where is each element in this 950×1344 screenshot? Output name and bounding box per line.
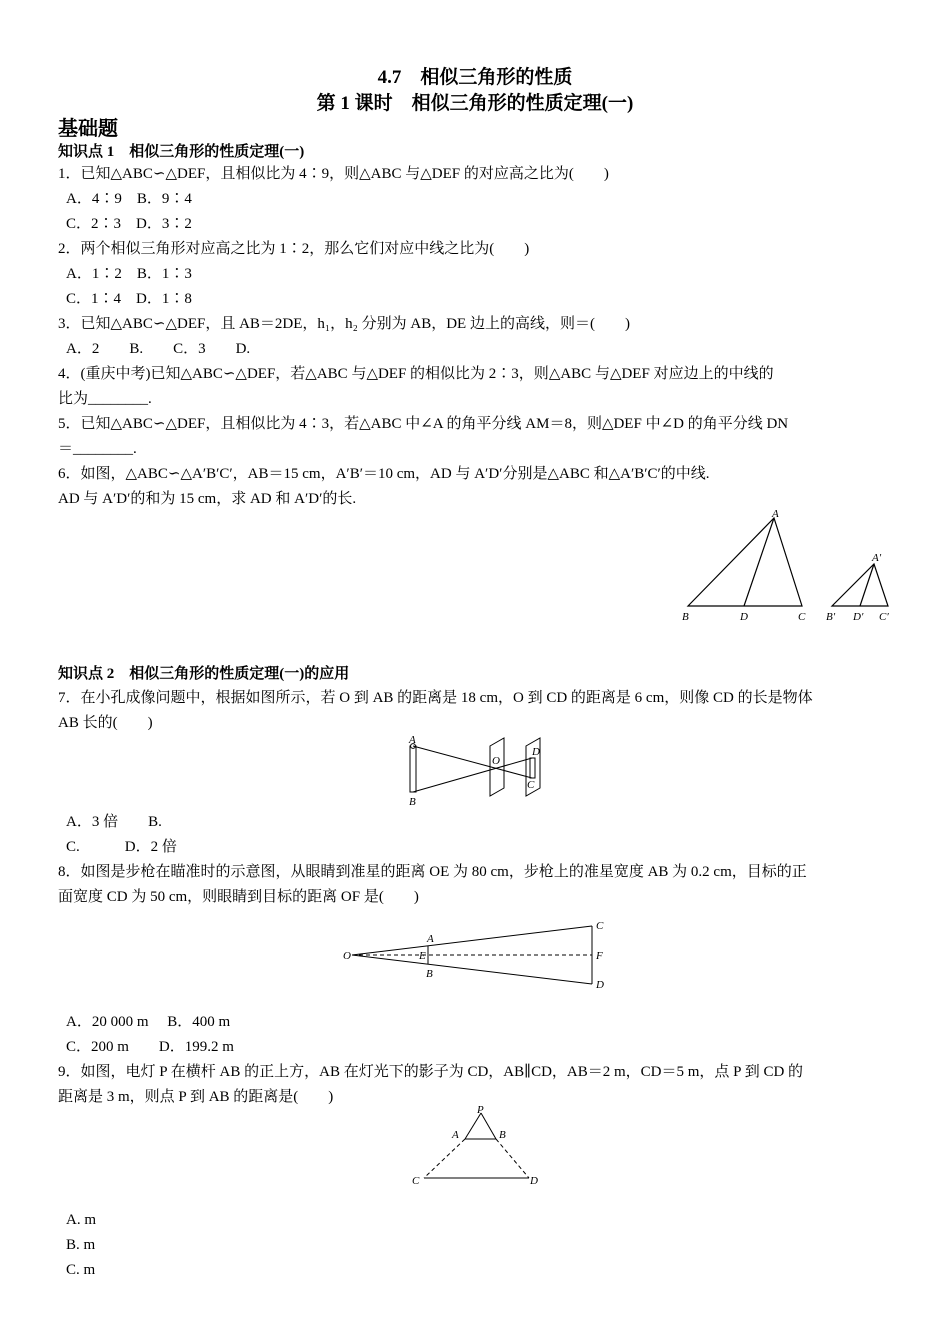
label-B-prime: B′	[826, 611, 836, 623]
question-5-line-1: 5．已知△ABC∽△DEF，且相似比为 4∶3，若△ABC 中∠A 的角平分线 AM＝8，则△DEF 中∠D 的角平分线 DN	[58, 416, 789, 432]
question-5-line-2: ＝________.	[58, 441, 137, 457]
label-A: A	[427, 933, 434, 945]
question-9-option-a: A. m	[66, 1212, 96, 1228]
label-O: O	[492, 755, 500, 767]
label-D: D	[532, 746, 540, 758]
lesson-title: 4.7 相似三角形的性质	[377, 67, 573, 88]
question-7-line-1: 7．在小孔成像问题中，根据如图所示，若 O 到 AB 的距离是 18 cm，O 到 CD 的距离是 6 cm，则像 CD 的长是物体	[58, 690, 813, 706]
label-B: B	[426, 968, 433, 980]
question-6-line-2: AD 与 A′D′的和为 15 cm，求 AD 和 A′D′的长.	[58, 491, 357, 507]
label-A: A	[772, 508, 779, 520]
label-D-prime: D′	[853, 611, 864, 623]
question-8-line-2: 面宽度 CD 为 50 cm，则眼睛到目标的距离 OF 是( )	[58, 889, 419, 905]
question-9-line-1: 9．如图，电灯 P 在横杆 AB 的正上方，AB 在灯光下的影子为 CD，AB∥CD，AB＝2 m，CD＝5 m，点 P 到 CD 的	[58, 1064, 804, 1080]
question-8-line-1: 8．如图是步枪在瞄准时的示意图，从眼睛到准星的距离 OE 为 80 cm，步枪上的准星宽度 AB 为 0.2 cm，目标的正	[58, 864, 807, 880]
label-C: C	[412, 1175, 420, 1187]
figure-q8-rifle-sight	[340, 916, 620, 996]
question-7-line-2: AB 长的( )	[58, 715, 153, 731]
section-heading: 基础题	[58, 118, 118, 140]
label-B: B	[499, 1129, 506, 1141]
question-6-line-1: 6．如图，△ABC∽△A′B′C′，AB＝15 cm，A′B′＝10 cm，AD 与 A′D′分别是△ABC 和△A′B′C′的中线.	[58, 466, 710, 482]
question-9-line-2: 距离是 3 m，则点 P 到 AB 的距离是( )	[58, 1089, 334, 1105]
question-3-options: A．2 B. C．3 D.	[66, 341, 251, 357]
label-B: B	[409, 796, 416, 808]
question-2: 2．两个相似三角形对应高之比为 1∶2，那么它们对应中线之比为( )	[58, 241, 530, 257]
lesson-subtitle: 第 1 课时 相似三角形的性质定理(一)	[316, 93, 634, 114]
figure-q9-lamp-shadow	[408, 1102, 544, 1192]
label-C: C	[798, 611, 806, 623]
question-4-line-2: 比为________.	[58, 391, 152, 407]
label-E: E	[419, 950, 426, 962]
label-O: O	[343, 950, 351, 962]
question-2-options-cd: C．1∶4 D．1∶8	[66, 291, 192, 307]
label-A: A	[409, 734, 416, 746]
question-1: 1．已知△ABC∽△DEF，且相似比为 4∶9，则△ABC 与△DEF 的对应高之比为( )	[58, 166, 609, 182]
question-8-options-ab: A．20 000 m B．400 m	[66, 1014, 231, 1030]
label-C: C	[596, 920, 604, 932]
question-7-options-cd: C. D．2 倍	[66, 839, 177, 855]
question-8-options-cd: C．200 m D．199.2 m	[66, 1039, 234, 1055]
question-9-option-b: B. m	[66, 1237, 96, 1253]
label-P: P	[477, 1104, 484, 1116]
label-A: A	[452, 1129, 459, 1141]
label-C: C	[527, 779, 535, 791]
question-1-options-cd: C．2∶3 D．3∶2	[66, 216, 192, 232]
label-D: D	[530, 1175, 538, 1187]
question-4-line-1: 4．(重庆中考)已知△ABC∽△DEF，若△ABC 与△DEF 的相似比为 2∶3，则△ABC 与△DEF 对应边上的中线的	[58, 366, 774, 382]
question-7-options-ab: A．3 倍 B.	[66, 814, 162, 830]
question-1-options-ab: A．4∶9 B．9∶4	[66, 191, 192, 207]
knowledge-point-2: 知识点 2 相似三角形的性质定理(一)的应用	[58, 666, 350, 682]
question-9-option-c: C. m	[66, 1262, 96, 1278]
knowledge-point-1: 知识点 1 相似三角形的性质定理(一)	[58, 144, 305, 160]
label-F: F	[596, 950, 603, 962]
figure-q7-pinhole	[404, 732, 550, 808]
question-2-options-ab: A．1∶2 B．1∶3	[66, 266, 192, 282]
label-B: B	[682, 611, 689, 623]
label-D: D	[596, 979, 604, 991]
label-C-prime: C′	[879, 611, 889, 623]
question-3: 3．已知△ABC∽△DEF，且 AB＝2DE，h₁，h₂ 分别为 AB，DE 边上的高线，则＝( )	[58, 316, 630, 332]
figure-q6-similar-triangles	[676, 506, 900, 626]
label-D: D	[740, 611, 748, 623]
label-A-prime: A′	[872, 552, 882, 564]
